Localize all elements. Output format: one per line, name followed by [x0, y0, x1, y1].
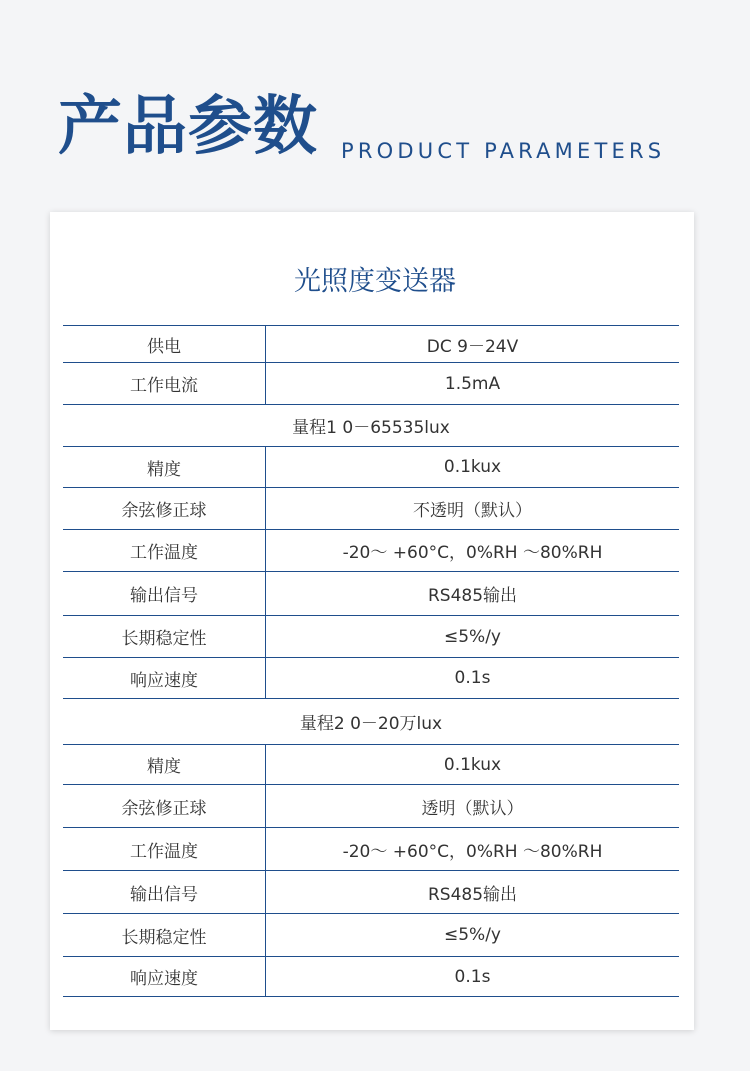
- spec-value: ≤5%/y: [443, 925, 501, 945]
- spec-label: 长期稳定性: [63, 616, 266, 657]
- spec-label: 响应速度: [63, 957, 266, 996]
- spec-value: 0.1s: [454, 668, 491, 688]
- spec-value: -20～ +60°C，0%RH ～80%RH: [342, 841, 603, 862]
- spec-row: [63, 658, 679, 699]
- spec-row: [63, 914, 679, 957]
- spec-label: 余弦修正球: [63, 488, 266, 529]
- spec-row: [63, 616, 679, 658]
- spec-value: 0.1kux: [443, 457, 502, 477]
- spec-label: 长期稳定性: [63, 914, 266, 956]
- spec-label: 精度: [63, 745, 266, 784]
- spec-value: 透明（默认）: [421, 798, 524, 819]
- spec-row: [63, 325, 679, 363]
- spec-row: [63, 530, 679, 572]
- spec-label: 响应速度: [63, 658, 266, 698]
- spec-row: [63, 828, 679, 871]
- spec-value: ≤5%/y: [443, 626, 501, 647]
- spec-value: RS485输出: [427, 884, 518, 905]
- range-section-label: 量程1 0－65535lux: [292, 418, 450, 438]
- spec-row: [63, 871, 679, 914]
- spec-row: [63, 572, 679, 616]
- spec-label: 供电: [63, 326, 266, 362]
- spec-label: 余弦修正球: [63, 785, 266, 827]
- spec-label: 精度: [63, 447, 266, 487]
- spec-row: [63, 363, 679, 405]
- spec-value: 0.1s: [454, 966, 491, 987]
- range-section-label: 量程2 0－20万lux: [299, 714, 443, 734]
- spec-row: [63, 785, 679, 828]
- spec-table: [63, 325, 679, 997]
- spec-row: [63, 957, 679, 997]
- spec-value: 0.1kux: [443, 754, 502, 775]
- spec-row: [63, 745, 679, 785]
- spec-row: [63, 447, 679, 488]
- spec-value: 1.5mA: [444, 373, 501, 394]
- spec-value: DC 9－24V: [426, 336, 519, 357]
- page-header-subtitle: PRODUCT PARAMETERS: [341, 139, 666, 163]
- range-section-row: [63, 699, 679, 745]
- page-header-title: 产品参数: [58, 90, 318, 164]
- spec-value: 不透明（默认）: [413, 501, 532, 521]
- spec-value: -20～ +60°C，0%RH ～80%RH: [342, 543, 603, 563]
- spec-label: 工作温度: [63, 530, 266, 571]
- spec-row: [63, 488, 679, 530]
- spec-label: 输出信号: [63, 572, 266, 615]
- range-section-row: [63, 405, 679, 447]
- spec-label: 工作电流: [63, 363, 266, 404]
- spec-label: 工作温度: [63, 828, 266, 870]
- spec-label: 输出信号: [63, 871, 266, 913]
- card-title: 光照度变送器: [294, 266, 456, 297]
- spec-value: RS485输出: [427, 586, 518, 606]
